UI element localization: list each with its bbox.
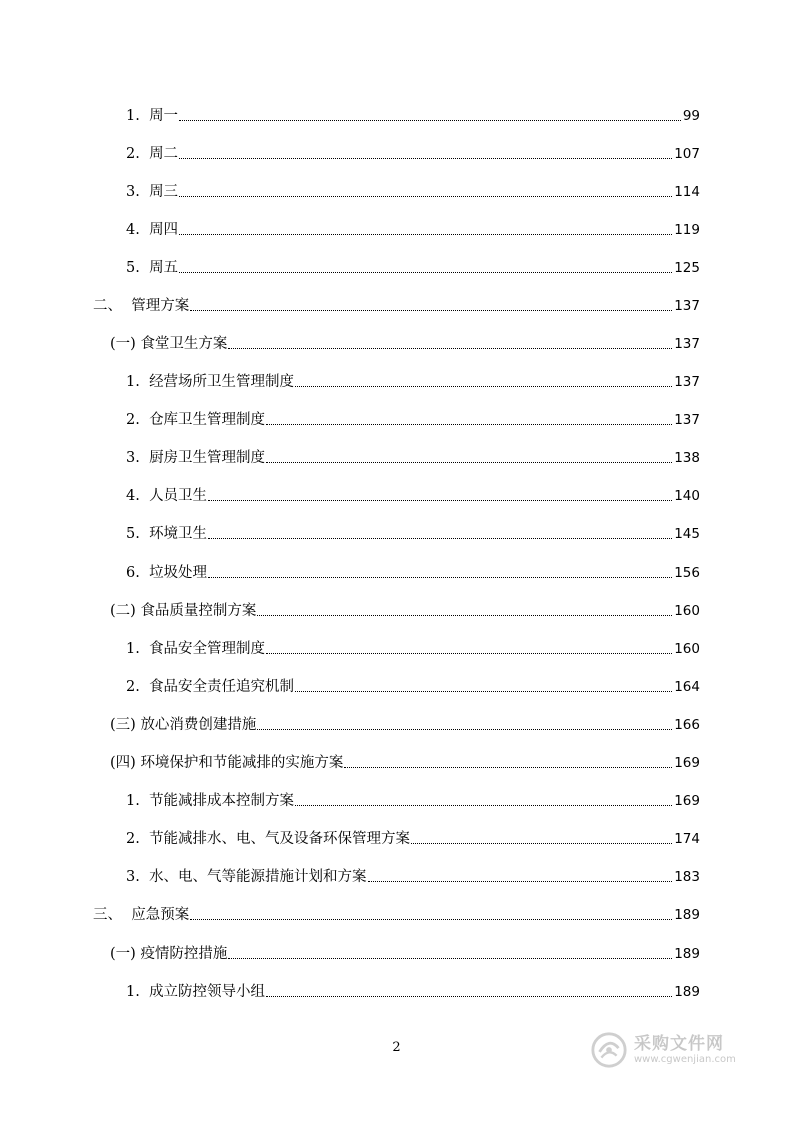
toc-entry-number: 1.: [126, 984, 150, 1000]
toc-dot-leader: [368, 881, 673, 882]
toc-entry-page: 189: [674, 984, 700, 1000]
toc-entry-number: 5.: [126, 526, 150, 542]
toc-entry-title: 管理方案: [131, 298, 190, 314]
toc-entry-page: 160: [674, 603, 700, 619]
toc-dot-leader: [179, 196, 672, 197]
toc-entry-number: 2.: [126, 679, 150, 695]
toc-entry-page: 99: [682, 108, 700, 124]
toc-entry-page: 174: [674, 831, 700, 847]
toc-dot-leader: [266, 462, 672, 463]
toc-dot-leader: [295, 691, 672, 692]
toc-entry-number: (一): [110, 336, 141, 352]
toc-entry[interactable]: [126, 864, 700, 886]
toc-dot-leader: [257, 729, 672, 730]
toc-dot-leader: [266, 653, 672, 654]
toc-entry-number: 三、: [93, 907, 132, 923]
toc-entry-title: 环境卫生: [149, 526, 208, 542]
toc-dot-leader: [208, 500, 672, 501]
toc-entry[interactable]: [126, 674, 700, 696]
toc-entry-page: 137: [674, 412, 700, 428]
toc-dot-leader: [266, 424, 672, 425]
toc-entry-number: (三): [110, 717, 141, 733]
toc-entry[interactable]: [126, 103, 700, 125]
toc-entry[interactable]: [126, 521, 700, 543]
watermark-url: www.cgwenjian.com: [634, 1054, 736, 1065]
toc-entry-title: 仓库卫生管理制度: [149, 412, 266, 428]
toc-entry[interactable]: [126, 369, 700, 391]
toc-entry-title: 成立防控领导小组: [149, 984, 266, 1000]
toc-dot-leader: [190, 919, 672, 920]
toc-entry-number: 1.: [126, 108, 150, 124]
page-number: 2: [392, 1040, 401, 1055]
toc-entry-number: 1.: [126, 793, 150, 809]
toc-entry-title: 环境保护和节能减排的实施方案: [140, 755, 344, 771]
toc-entry-title: 食品安全责任追究机制: [149, 679, 295, 695]
toc-entry-title: 经营场所卫生管理制度: [149, 374, 295, 390]
watermark-logo-icon: [590, 1031, 628, 1069]
toc-entry-title: 周二: [149, 146, 179, 162]
toc-dot-leader: [179, 158, 672, 159]
toc-entry-page: 145: [674, 526, 700, 542]
toc-entry-page: 169: [674, 755, 700, 771]
toc-dot-leader: [179, 272, 672, 273]
toc-dot-leader: [179, 120, 681, 121]
toc-entry-page: 166: [674, 717, 700, 733]
toc-dot-leader: [228, 958, 672, 959]
watermark-title: 采购文件网: [634, 1034, 724, 1054]
toc-entry-number: 1.: [126, 374, 150, 390]
toc-dot-leader: [190, 310, 672, 311]
toc-entry-number: 2.: [126, 831, 150, 847]
toc-entry-title: 食堂卫生方案: [140, 336, 228, 352]
toc-entry-number: 4.: [126, 488, 150, 504]
toc-entry[interactable]: [93, 293, 700, 315]
toc-dot-leader: [208, 577, 672, 578]
watermark-text: [634, 1034, 736, 1066]
toc-entry-number: 2.: [126, 146, 150, 162]
toc-entry[interactable]: [110, 712, 700, 734]
toc-entry-number: 3.: [126, 869, 150, 885]
toc-entry-number: 1.: [126, 641, 150, 657]
toc-entry-number: 3.: [126, 450, 150, 466]
toc-entry[interactable]: [126, 483, 700, 505]
toc-entry[interactable]: [126, 141, 700, 163]
toc-entry-title: 垃圾处理: [149, 565, 208, 581]
toc-entry-page: 137: [674, 336, 700, 352]
toc-dot-leader: [411, 843, 672, 844]
toc-entry-page: 160: [674, 641, 700, 657]
toc-entry[interactable]: [126, 445, 700, 467]
toc-entry-number: (四): [110, 755, 141, 771]
toc-entry-page: 138: [674, 450, 700, 466]
toc-entry[interactable]: [110, 750, 700, 772]
toc-entry-title: 周四: [149, 222, 179, 238]
toc-entry-number: 2.: [126, 412, 150, 428]
toc-entry-title: 周五: [149, 260, 179, 276]
toc-entry[interactable]: [126, 179, 700, 201]
toc-entry-number: 二、: [93, 298, 132, 314]
toc-entry[interactable]: [126, 636, 700, 658]
toc-entry[interactable]: [93, 902, 700, 924]
toc-dot-leader: [295, 386, 672, 387]
toc-entry[interactable]: [126, 560, 700, 582]
toc-dot-leader: [257, 615, 672, 616]
toc-dot-leader: [295, 805, 672, 806]
toc-entry-number: 4.: [126, 222, 150, 238]
toc-entry-number: 5.: [126, 260, 150, 276]
toc-entry-page: 125: [674, 260, 700, 276]
toc-entry[interactable]: [126, 217, 700, 239]
toc-entry-page: 169: [674, 793, 700, 809]
toc-entry-page: 114: [674, 184, 700, 200]
toc-entry-page: 140: [674, 488, 700, 504]
toc-entry-page: 137: [674, 298, 700, 314]
toc-entry-title: 应急预案: [131, 907, 190, 923]
toc-entry-title: 周一: [149, 108, 179, 124]
toc-entry-page: 189: [674, 907, 700, 923]
toc-entry[interactable]: [126, 826, 700, 848]
toc-entry[interactable]: [126, 407, 700, 429]
toc-entry-number: 3.: [126, 184, 150, 200]
toc-dot-leader: [208, 538, 672, 539]
toc-entry-title: 水、电、气等能源措施计划和方案: [149, 869, 367, 885]
toc-entry-title: 节能减排水、电、气及设备环保管理方案: [149, 831, 411, 847]
toc-entry-title: 放心消费创建措施: [140, 717, 257, 733]
toc-entry-number: 6.: [126, 565, 150, 581]
toc-entry[interactable]: [126, 979, 700, 1001]
watermark: [590, 1025, 750, 1075]
toc-entry-title: 食品质量控制方案: [140, 603, 257, 619]
toc-entry-page: 119: [674, 222, 700, 238]
toc-entry[interactable]: [126, 255, 700, 277]
toc-entry-title: 节能减排成本控制方案: [149, 793, 295, 809]
toc-entry-page: 156: [674, 565, 700, 581]
toc-entry-title: 食品安全管理制度: [149, 641, 266, 657]
toc-dot-leader: [228, 348, 672, 349]
toc-entry-title: 厨房卫生管理制度: [149, 450, 266, 466]
toc-dot-leader: [266, 996, 672, 997]
toc-entry[interactable]: [110, 598, 700, 620]
toc-entry-page: 189: [674, 946, 700, 962]
toc-entry-page: 137: [674, 374, 700, 390]
toc-entry[interactable]: [110, 941, 700, 963]
toc-entry[interactable]: [110, 331, 700, 353]
toc-entry-title: 疫情防控措施: [140, 946, 228, 962]
toc-entry-page: 164: [674, 679, 700, 695]
toc-entry-page: 183: [674, 869, 700, 885]
toc-entry[interactable]: [126, 788, 700, 810]
toc-entry-title: 周三: [149, 184, 179, 200]
toc-dot-leader: [344, 767, 672, 768]
toc-entry-number: (二): [110, 603, 141, 619]
toc-dot-leader: [179, 234, 672, 235]
toc-entry-page: 107: [674, 146, 700, 162]
toc-entry-number: (一): [110, 946, 141, 962]
toc-entry-title: 人员卫生: [149, 488, 208, 504]
